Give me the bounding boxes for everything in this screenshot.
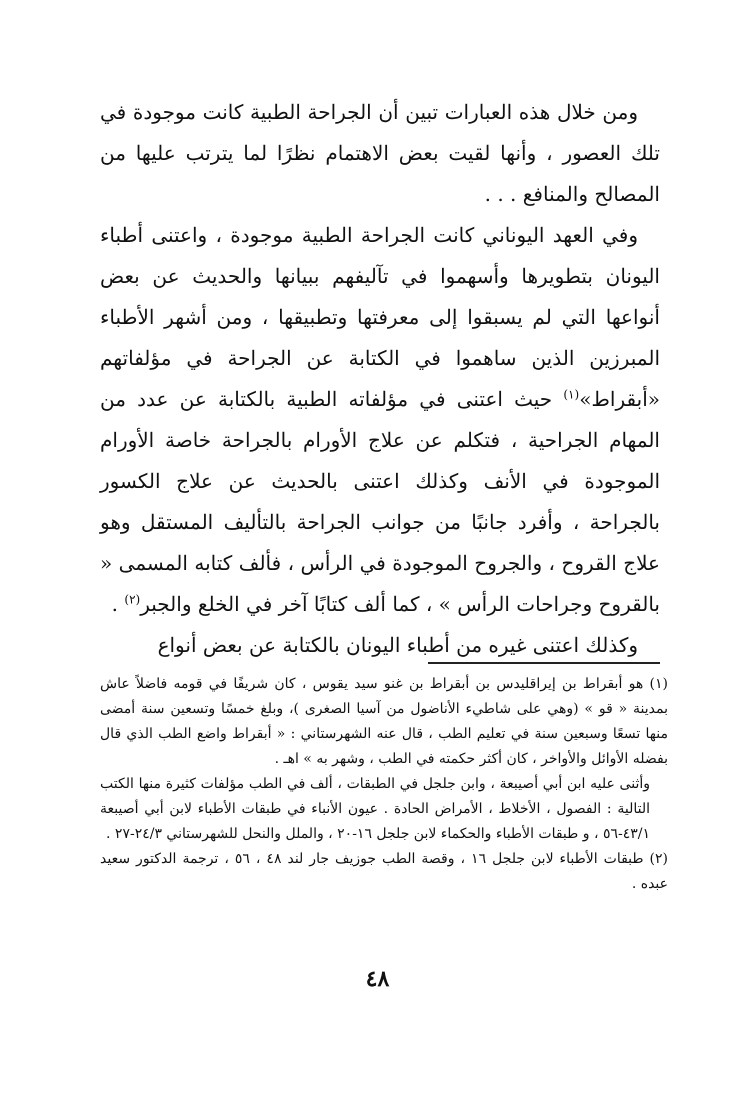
paragraph-3: وكذلك اعتنى غيره من أطباء اليونان بالكتابة عن بعض أنواع xyxy=(157,633,638,657)
footnote-ref-2: (٢) xyxy=(124,592,141,607)
footnote-2: (٢) طبقات الأطباء لابن جلجل ١٦ ، وقصة الطب جوزيف جار لند ٤٨ ، ٥٦ ، ترجمة الدكتور سعيد عبده . xyxy=(100,851,669,892)
footnote-1: (١) هو أبقراط بن إيراقليدس بن أبقراط بن غنو سيد يقوس ، كان شريفًا في قومه فاضلاً عاش بمدينة « قو » (وهي على شاطيء الأناضول من آسيا الصغرى )، وبلغ خمسًا وتسعين سنة أمضى منها تسعًا وسبعين سنة في تعليم الطب ، قال عنه الشهرستاني : « أبقراط واضع الطب الذي قال بفضله الأوائل والأواخر ، كان أكثر حكمته في الطب ، وشهر به » اهـ . xyxy=(100,676,668,767)
paragraph-1: ومن خلال هذه العبارات تبين أن الجراحة الطبية كانت موجودة في تلك العصور ، وأنها لقيت بعض الاهتمام نظرًا لما يترتب عليها من المصالح والمنافع . . . xyxy=(100,100,660,206)
footnote-divider xyxy=(428,662,660,664)
footnotes xyxy=(100,672,668,897)
paragraph-2 xyxy=(100,215,660,625)
paragraph-2-part-c: . xyxy=(111,592,125,616)
paragraph-2-part-b: حيث اعتنى في مؤلفاته الطبية بالكتابة عن عدد من المهام الجراحية ، فتكلم عن علاج الأورام بالجراحة خاصة الأورام الموجودة في الأنف وكذلك اعتنى بالحديث عن علاج الكسور بالجراحة ، وأفرد جانبًا من جوانب الجراحة بالتأليف المستقل وهو علاج القروح ، والجروح الموجودة في الرأس ، فألف كتابه المسمى « بالقروح وجراحات الرأس » ، كما ألف كتابًا آخر في الخلع والجبر xyxy=(100,387,660,616)
footnote-1-continued: وأثنى عليه ابن أبي أصيبعة ، وابن جلجل في الطبقات ، ألف في الطب مؤلفات كثيرة منها الكتب التالية : الفصول ، الأخلاط ، الأمراض الحادة . عيون الأنباء في طبقات الأطباء لابن أبي أصيبعة ٤٣/١-٥٦ ، و طبقات الأطباء والحكماء لابن جلجل ١٦-٢٠ ، والملل والنحل للشهرستاني ٢٤/٣-٢٧ . xyxy=(100,776,650,842)
main-text xyxy=(100,92,660,666)
footnote-ref-1: (١) xyxy=(563,387,580,402)
page-number: ٤٨ xyxy=(365,966,390,992)
paragraph-2-part-a: وفي العهد اليوناني كانت الجراحة الطبية موجودة ، واعتنى أطباء اليونان بتطويرها وأسهموا في تآليفهم ببيانها والحديث عن بعض أنواعها التي لم يسبقوا إلى معرفتها وتطبيقها ، ومن أشهر الأطباء المبرزين الذين ساهموا في الكتابة عن الجراحة في مؤلفاتهم «أبقراط» xyxy=(100,223,660,411)
